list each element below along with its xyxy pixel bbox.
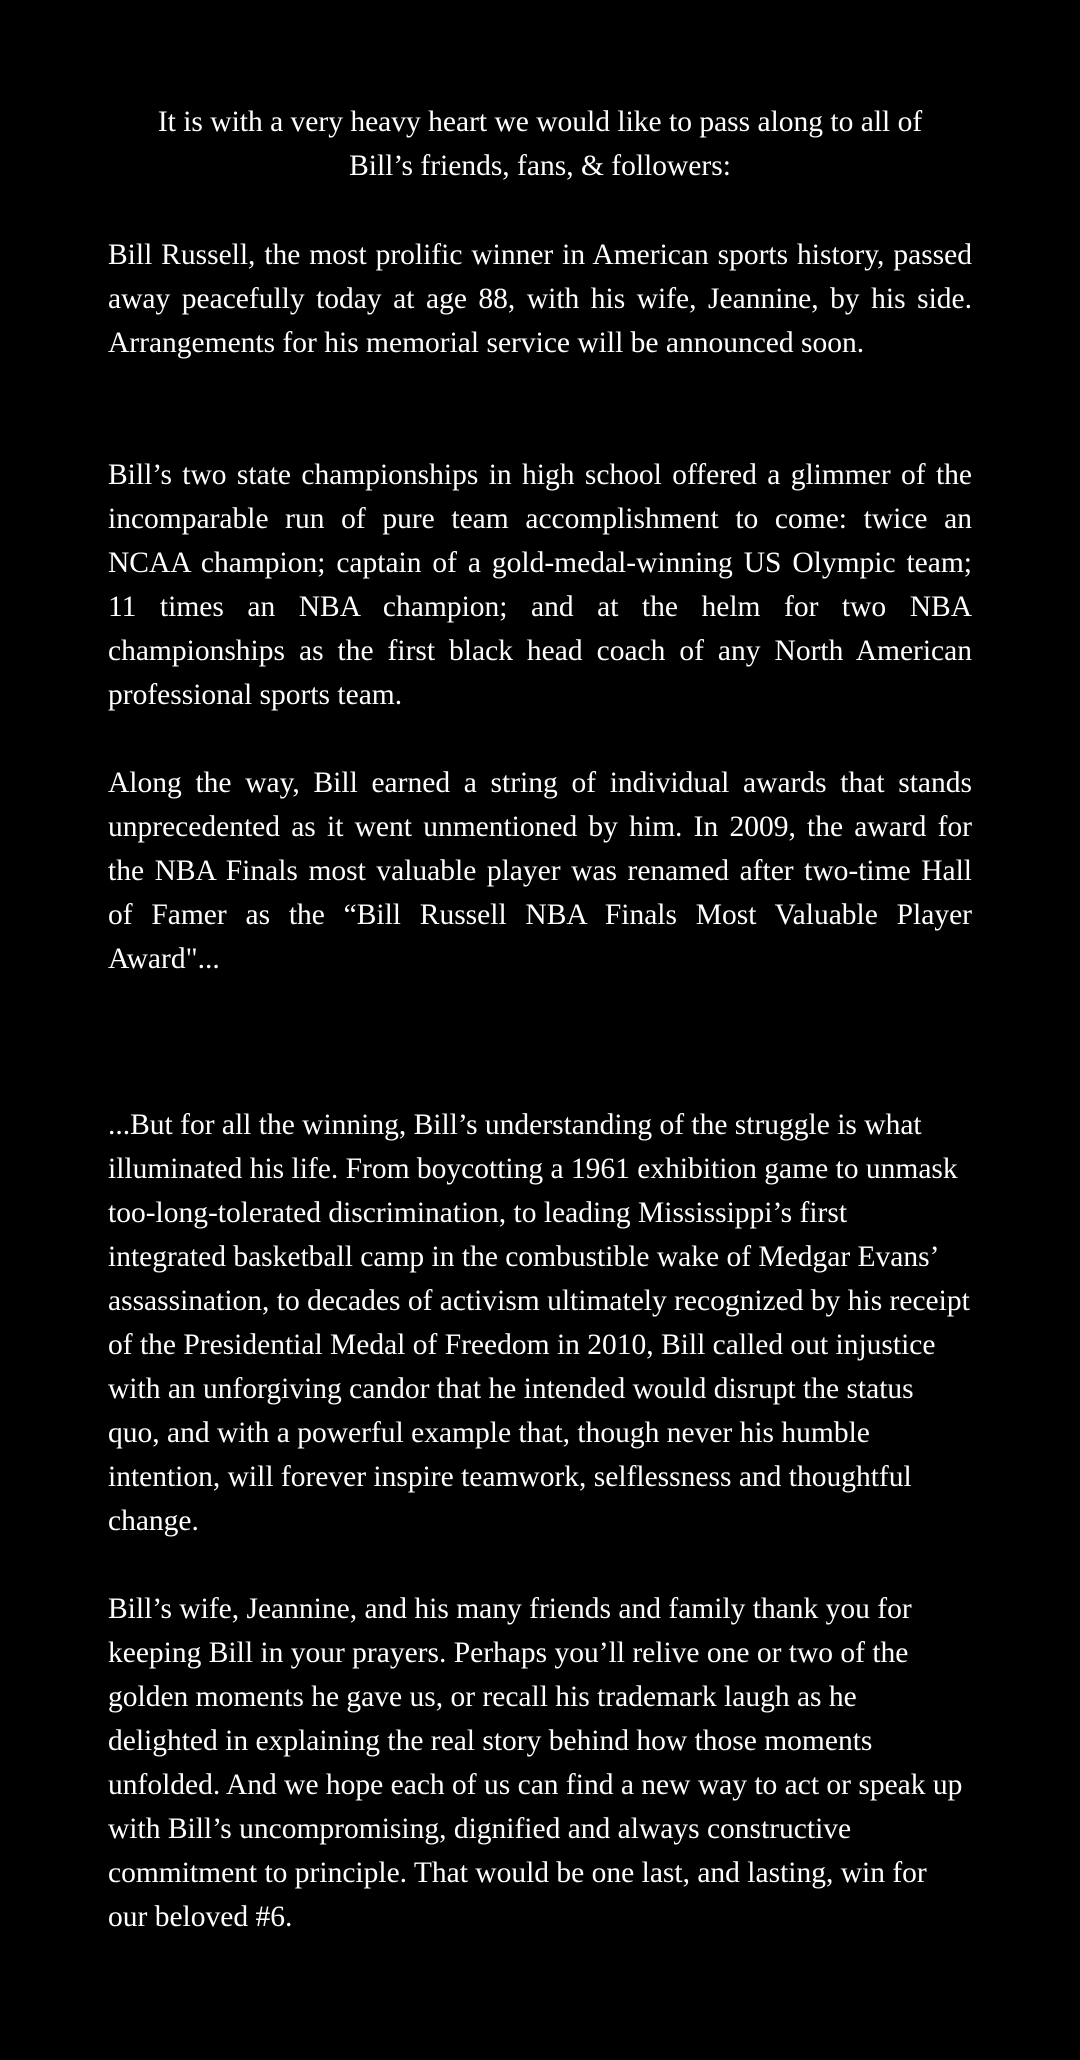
paragraph-family-thanks: Bill’s wife, Jeannine, and his many friends and family thank you for keeping Bill in your prayers. Perhaps you’ll relive one or two of the golden moments he gave us, or recall his trademark laugh as he delighted in explaining the real story behind how those moments unfolded. And we hope each of us can find a new way to act or speak up with Bill’s uncompromising, dignified and always constructive commitment to principle. That would be one last, and lasting, win for our beloved #6.: [108, 1593, 963, 1933]
statement-document: [108, 0, 972, 2060]
intro-line-1: It is with a very heavy heart we would like to pass along to all of: [157, 106, 923, 138]
intro-heading: [108, 100, 972, 188]
paragraph-activism: ...But for all the winning, Bill’s understanding of the struggle is what illuminated his life. From boycotting a 1961 exhibition game to unmask too-long-tolerated discrimination, to leading Mississippi’s first integrated basketball camp in the combustible wake of Medgar Evans’ assassination, to decades of activism ultimately recognized by his receipt of the Presidential Medal of Freedom in 2010, Bill called out injustice with an unforgiving candor that he intended would disrupt the status quo, and with a powerful example that, though never his humble intention, will forever inspire teamwork, selflessness and thoughtful change.: [108, 1109, 970, 1537]
intro-line-2: Bill’s friends, fans, & followers:: [349, 150, 731, 182]
paragraph-championships: Bill’s two state championships in high school offered a glimmer of the incomparable run of pure team accomplishment to come: twice an NCAA champion; captain of a gold-medal-winning US Olympic team; 11 times an NBA champion; and at the helm for two NBA championships as the first black head coach of any North American professional sports team.: [108, 459, 972, 711]
paragraph-announcement: Bill Russell, the most prolific winner in American sports history, passed away peacefully today at age 88, with his wife, Jeannine, by his side. Arrangements for his memorial service will be announced soon.: [108, 239, 972, 359]
paragraph-awards: Along the way, Bill earned a string of individual awards that stands unprecedented as it went unmentioned by him. In 2009, the award for the NBA Finals most valuable player was renamed after two-time Hall of Famer as the “Bill Russell NBA Finals Most Valuable Player Award"...: [108, 767, 972, 975]
